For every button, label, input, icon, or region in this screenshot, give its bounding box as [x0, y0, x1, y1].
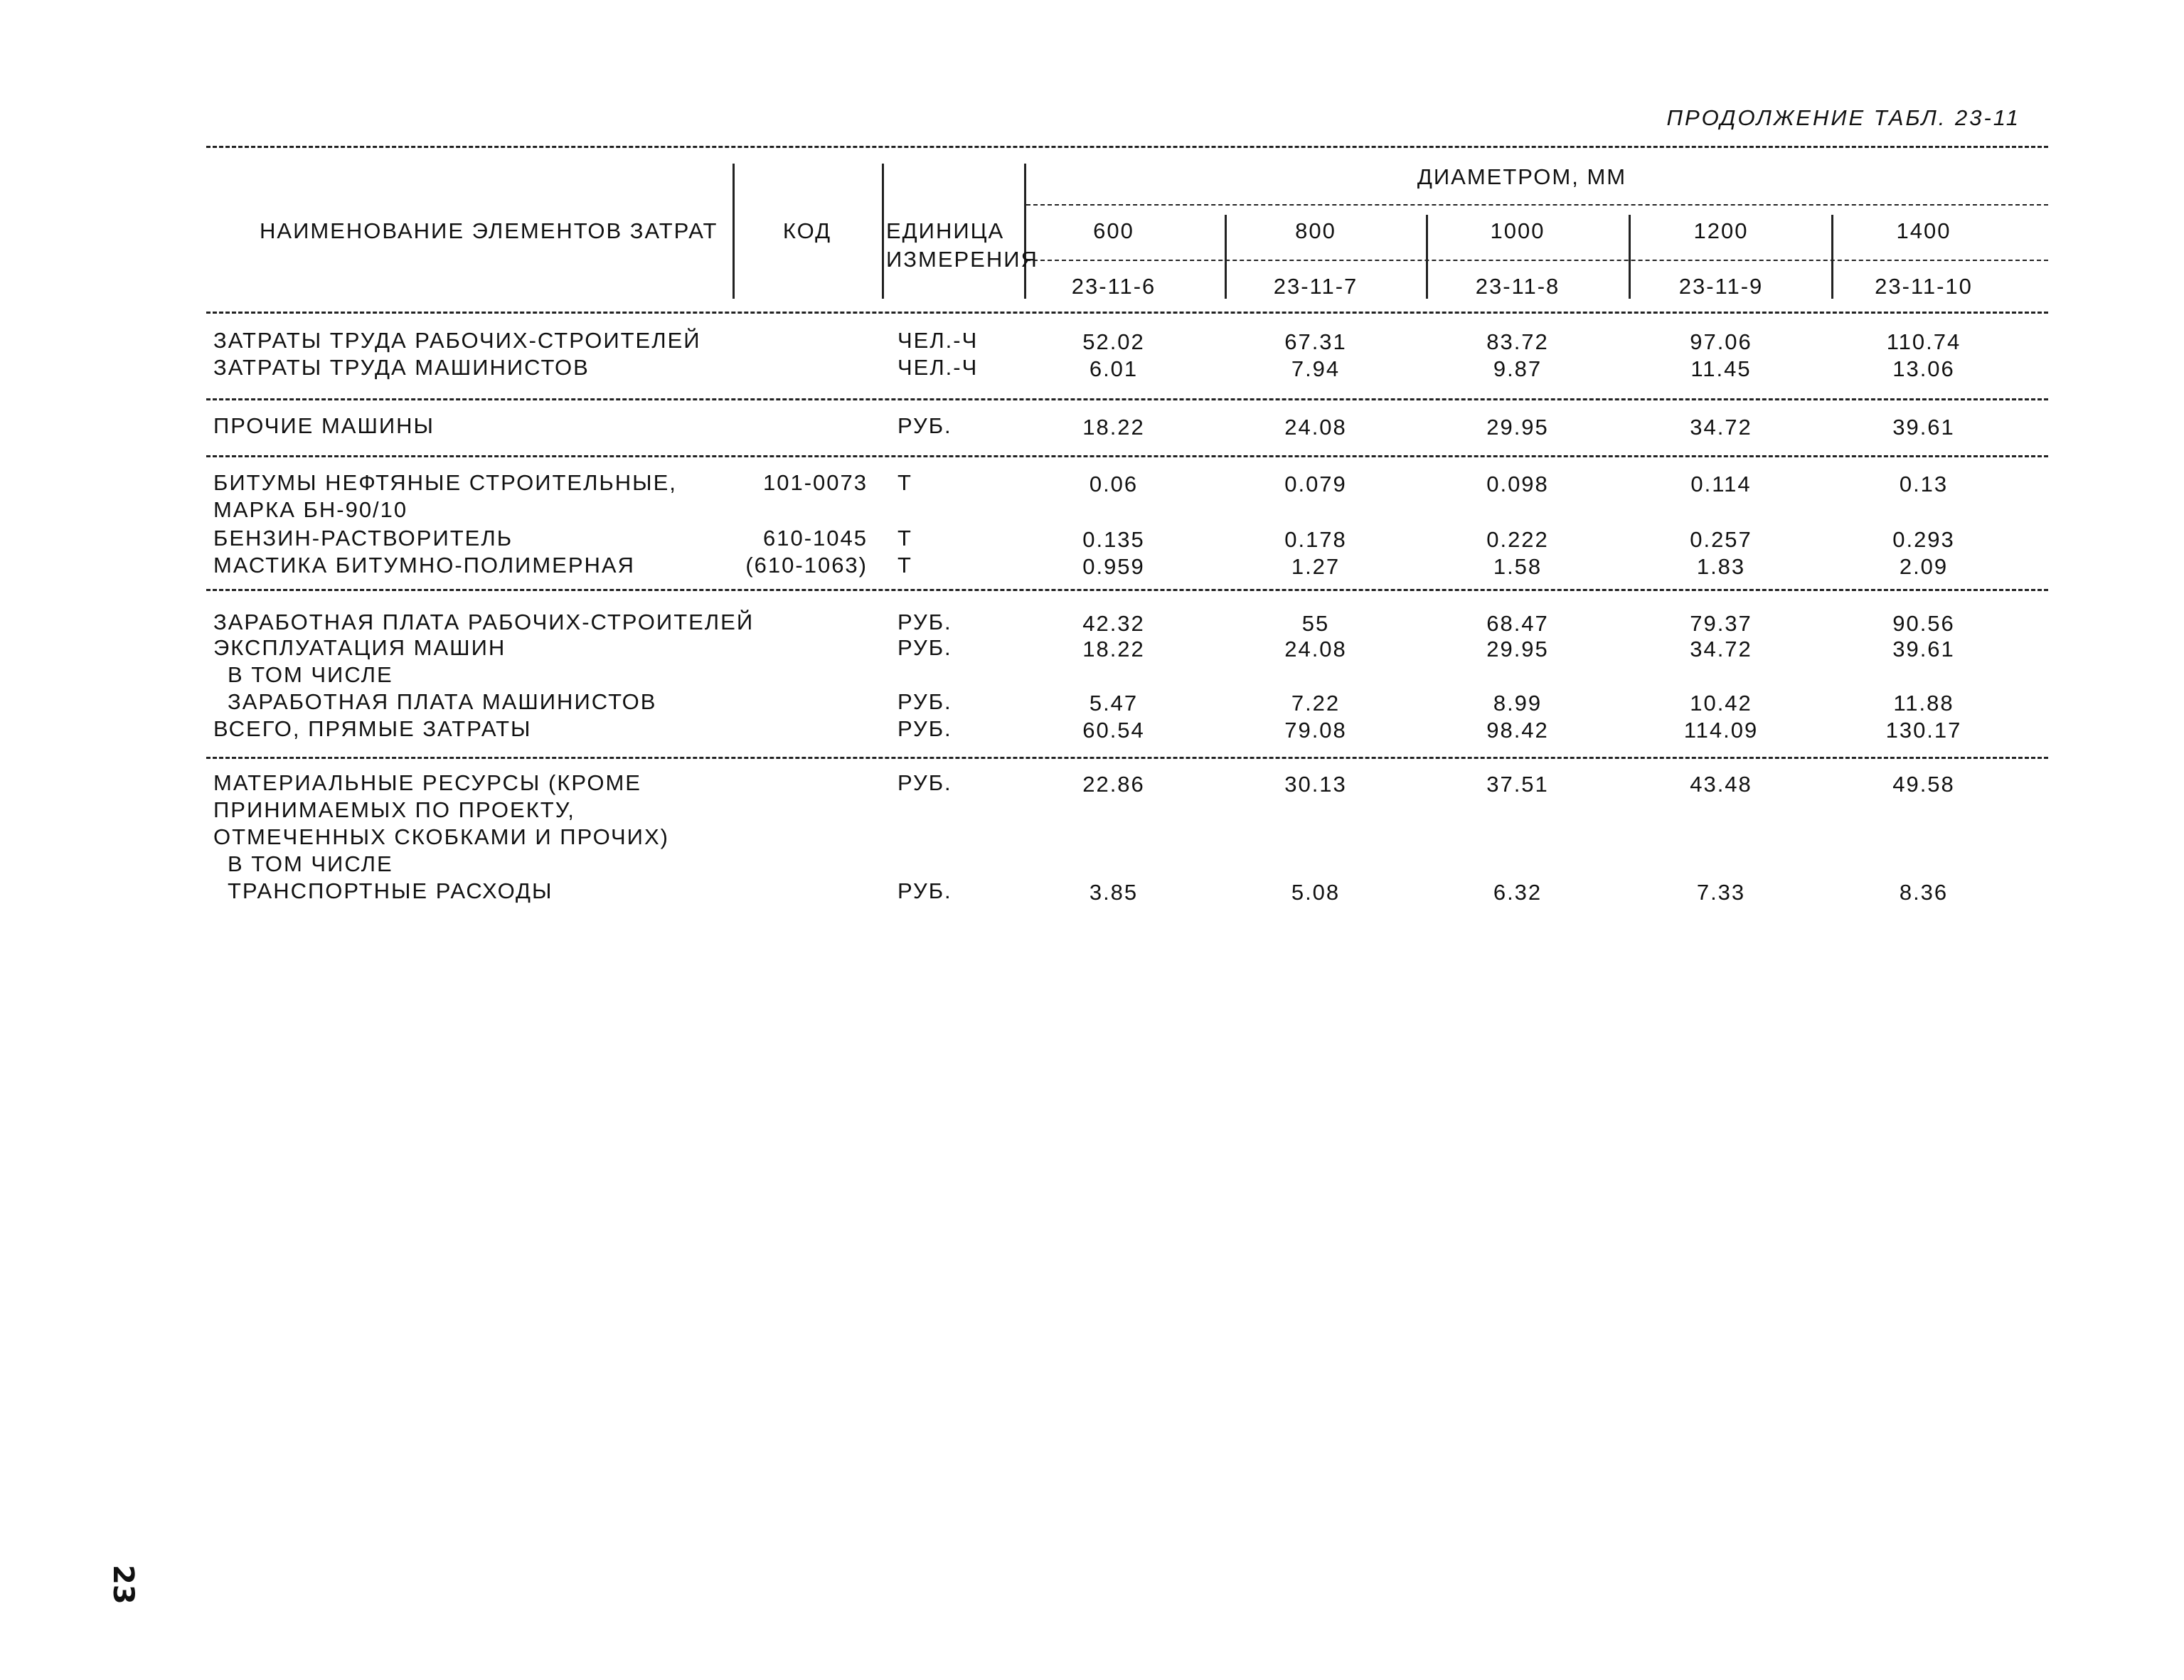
row-value-col3: 34.72 [1690, 415, 1752, 440]
row-value-col0: 5.47 [1089, 691, 1139, 716]
row-value-col4: 11.88 [1893, 691, 1954, 716]
header-group-rule [1026, 204, 2048, 206]
table-continuation-caption: ПРОДОЛЖЕНИЕ ТАБЛ. 23-11 [1666, 105, 2020, 130]
row-value-col3: 1.83 [1696, 554, 1746, 579]
row-value-col4: 130.17 [1885, 718, 1962, 743]
row-unit: РУБ. [897, 770, 952, 795]
header-norm-code-3: 23-11-9 [1678, 274, 1764, 299]
header-divider-code-unit [882, 164, 884, 299]
row-value-col2: 1.58 [1493, 554, 1543, 579]
row-value-col4: 2.09 [1899, 554, 1949, 579]
row-value-col0: 22.86 [1082, 772, 1145, 797]
row-value-col3: 97.06 [1690, 329, 1752, 354]
row-code: (610-1063) [745, 553, 868, 578]
header-diameter-0: 600 [1093, 218, 1134, 243]
header-divider-col3-col4 [1629, 215, 1631, 299]
row-value-col3: 79.37 [1690, 611, 1752, 636]
section-rule-3 [206, 589, 2048, 591]
row-value-col2: 68.47 [1486, 611, 1549, 636]
row-value-col1: 0.079 [1284, 472, 1347, 496]
row-value-col4: 90.56 [1892, 611, 1955, 636]
header-diameter-1: 800 [1295, 218, 1336, 243]
row-unit: ЧЕЛ.-Ч [897, 355, 979, 380]
row-name: ЗАРАБОТНАЯ ПЛАТА МАШИНИСТОВ [228, 689, 657, 714]
header-code-column: КОД [782, 218, 832, 243]
row-value-col1: 7.22 [1291, 691, 1341, 716]
section-rule-4 [206, 757, 2048, 759]
row-value-col0: 18.22 [1082, 637, 1145, 661]
row-value-col2: 0.098 [1486, 472, 1549, 496]
row-value-col2: 6.32 [1493, 880, 1543, 905]
section-rule-1 [206, 398, 2048, 400]
header-divider-unit-values [1024, 164, 1026, 299]
row-unit: РУБ. [897, 716, 952, 741]
row-value-col4: 39.61 [1892, 637, 1955, 661]
row-code: 101-0073 [762, 470, 868, 495]
row-name: БЕНЗИН-РАСТВОРИТЕЛЬ [213, 526, 513, 551]
row-value-col1: 67.31 [1284, 329, 1347, 354]
row-value-col3: 7.33 [1696, 880, 1746, 905]
header-name-column: НАИМЕНОВАНИЕ ЭЛЕМЕНТОВ ЗАТРАТ [260, 218, 718, 243]
row-value-col2: 0.222 [1486, 527, 1549, 552]
header-diameter-group: ДИАМЕТРОМ, ММ [1417, 164, 1627, 189]
row-name: ОТМЕЧЕННЫХ СКОБКАМИ И ПРОЧИХ) [213, 824, 669, 849]
header-norm-code-4: 23-11-10 [1875, 274, 1973, 299]
row-value-col0: 52.02 [1082, 329, 1145, 354]
row-value-col3: 0.257 [1690, 527, 1752, 552]
row-unit: РУБ. [897, 878, 952, 903]
header-unit-column-line1: ЕДИНИЦА [886, 218, 1005, 243]
row-value-col0: 0.135 [1082, 527, 1145, 552]
row-value-col4: 39.61 [1892, 415, 1955, 440]
header-diameter-4: 1400 [1896, 218, 1951, 243]
header-diameter-2: 1000 [1490, 218, 1545, 243]
row-unit: ЧЕЛ.-Ч [897, 328, 979, 353]
row-value-col0: 3.85 [1089, 880, 1139, 905]
row-value-col1: 24.08 [1284, 415, 1347, 440]
row-value-col0: 18.22 [1082, 415, 1145, 440]
header-diameter-3: 1200 [1693, 218, 1749, 243]
row-value-col4: 110.74 [1886, 329, 1961, 354]
row-value-col3: 10.42 [1690, 691, 1752, 716]
row-code: 610-1045 [762, 526, 868, 551]
row-name: ЭКСПЛУАТАЦИЯ МАШИН [213, 635, 506, 660]
row-name: ЗАТРАТЫ ТРУДА РАБОЧИХ-СТРОИТЕЛЕЙ [213, 328, 701, 353]
row-name: ЗАТРАТЫ ТРУДА МАШИНИСТОВ [213, 355, 590, 380]
row-value-col2: 9.87 [1493, 356, 1543, 381]
header-divider-name-code [733, 164, 735, 299]
row-unit: Т [897, 553, 912, 578]
row-value-col0: 42.32 [1082, 611, 1145, 636]
row-unit: РУБ. [897, 413, 952, 438]
row-value-col2: 37.51 [1486, 772, 1549, 797]
row-value-col4: 8.36 [1899, 880, 1949, 905]
row-value-col0: 60.54 [1082, 718, 1145, 743]
row-value-col4: 13.06 [1892, 356, 1955, 381]
row-value-col2: 8.99 [1493, 691, 1543, 716]
row-unit: РУБ. [897, 635, 952, 660]
row-value-col1: 5.08 [1291, 880, 1341, 905]
row-value-col1: 24.08 [1284, 637, 1347, 661]
row-value-col0: 0.959 [1082, 554, 1145, 579]
row-unit: РУБ. [897, 689, 952, 714]
page-number: 23 [107, 1565, 139, 1605]
row-value-col3: 0.114 [1690, 472, 1752, 496]
row-name: БИТУМЫ НЕФТЯНЫЕ СТРОИТЕЛЬНЫЕ, [213, 470, 677, 495]
row-value-col1: 55 [1301, 611, 1330, 636]
row-value-col4: 0.293 [1892, 527, 1955, 552]
row-name: В ТОМ ЧИСЛЕ [228, 662, 393, 687]
row-unit: Т [897, 470, 912, 495]
row-value-col1: 1.27 [1291, 554, 1341, 579]
row-value-col2: 29.95 [1486, 415, 1549, 440]
table-top-rule [206, 146, 2048, 148]
row-name: МАТЕРИАЛЬНЫЕ РЕСУРСЫ (КРОМЕ [213, 770, 641, 795]
row-unit: Т [897, 526, 912, 551]
row-unit: РУБ. [897, 610, 952, 634]
row-name: ВСЕГО, ПРЯМЫЕ ЗАТРАТЫ [213, 716, 532, 741]
row-value-col1: 7.94 [1291, 356, 1341, 381]
row-value-col1: 79.08 [1284, 718, 1347, 743]
row-value-col1: 0.178 [1284, 527, 1347, 552]
row-value-col3: 43.48 [1690, 772, 1752, 797]
row-value-col2: 29.95 [1486, 637, 1549, 661]
row-name: ЗАРАБОТНАЯ ПЛАТА РАБОЧИХ-СТРОИТЕЛЕЙ [213, 610, 755, 634]
header-divider-col2-col3 [1426, 215, 1428, 299]
row-value-col3: 11.45 [1690, 356, 1752, 381]
row-value-col0: 6.01 [1089, 356, 1139, 381]
row-name: В ТОМ ЧИСЛЕ [228, 851, 393, 876]
row-value-col3: 114.09 [1683, 718, 1759, 743]
row-name: МАРКА БН-90/10 [213, 497, 408, 522]
row-name: МАСТИКА БИТУМНО-ПОЛИМЕРНАЯ [213, 553, 635, 578]
row-value-col3: 34.72 [1690, 637, 1752, 661]
header-divider-col1-col2 [1225, 215, 1227, 299]
header-norm-code-0: 23-11-6 [1071, 274, 1156, 299]
header-norm-code-2: 23-11-8 [1475, 274, 1560, 299]
row-value-col2: 98.42 [1486, 718, 1549, 743]
row-name: ПРОЧИЕ МАШИНЫ [213, 413, 435, 438]
row-value-col1: 30.13 [1284, 772, 1347, 797]
row-name: ПРИНИМАЕМЫХ ПО ПРОЕКТУ, [213, 797, 575, 822]
header-norm-code-1: 23-11-7 [1273, 274, 1358, 299]
header-unit-column-line2: ИЗМЕРЕНИЯ [886, 247, 1038, 272]
row-value-col4: 49.58 [1892, 772, 1955, 797]
header-divider-col4-col5 [1831, 215, 1833, 299]
header-bottom-rule [206, 312, 2048, 314]
row-value-col0: 0.06 [1089, 472, 1139, 496]
row-value-col4: 0.13 [1899, 472, 1949, 496]
row-name: ТРАНСПОРТНЫЕ РАСХОДЫ [228, 878, 553, 903]
section-rule-2 [206, 455, 2048, 457]
header-subcode-rule [1026, 260, 2048, 261]
row-value-col2: 83.72 [1486, 329, 1549, 354]
